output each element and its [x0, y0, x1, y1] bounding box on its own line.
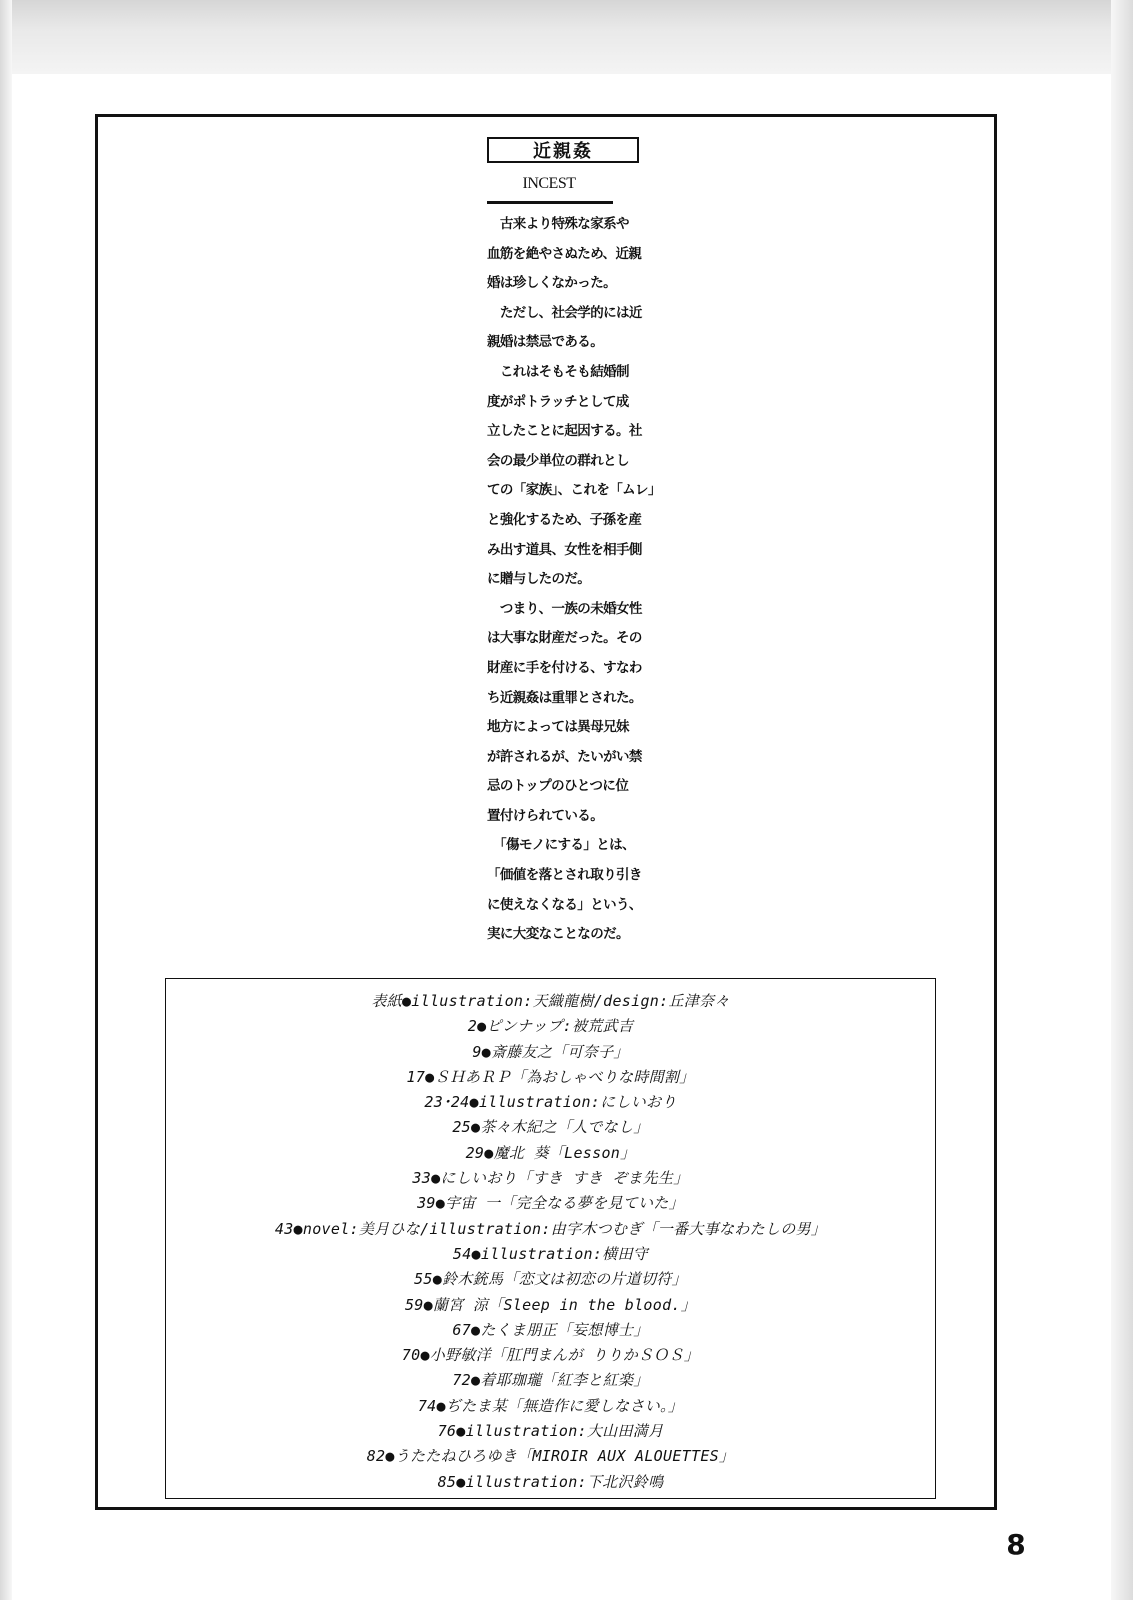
scan-shadow-right — [1111, 0, 1133, 1600]
scan-shadow-top — [0, 0, 1133, 74]
essay-line: に贈与したのだ。 — [487, 571, 591, 588]
essay-line: 血筋を絶やさぬため、近親 — [487, 245, 642, 262]
toc-entry: 82●うたたねひろゆき「MIROIR AUX ALOUETTES」 — [366, 1447, 735, 1466]
essay-line: 忌のトップのひとつに位 — [487, 778, 629, 795]
toc-entry: 39●宇宙 一「完全なる夢を見ていた」 — [417, 1194, 684, 1213]
essay-line: 実に大変なことなのだ。 — [487, 926, 629, 943]
toc-entry: 9●斎藤友之「可奈子」 — [472, 1042, 629, 1061]
toc-entry: 67●たくま朋正「妄想博士」 — [452, 1320, 649, 1339]
essay-line: と強化するため、子孫を産 — [487, 511, 642, 528]
toc-entry: 76●illustration:大山田満月 — [437, 1422, 664, 1441]
subtitle-underline — [487, 201, 613, 204]
toc-entry: 43●novel:美月ひな/illustration:由字木つむぎ「一番大事なわたしの男」 — [274, 1219, 827, 1238]
essay-line: 「傷モノにする」とは、 — [487, 837, 635, 854]
essay-line: は大事な財産だった。その — [487, 630, 642, 647]
essay-line: ての「家族」、これを「ムレ」 — [487, 482, 661, 499]
essay-line: ち近親姦は重罪とされた。 — [487, 689, 642, 706]
toc-entry: 85●illustration:下北沢鈴鳴 — [437, 1472, 664, 1491]
scan-shadow-left — [0, 0, 12, 1600]
toc-entry: 表紙●illustration:天織龍樹/design:丘津奈々 — [371, 992, 730, 1010]
toc-entry: 74●ぢたま某「無造作に愛しなさい。」 — [417, 1396, 684, 1415]
essay-line: 立したことに起因する。社 — [487, 423, 642, 440]
essay-line: つまり、一族の未婚女性 — [487, 600, 642, 617]
toc-entry: 55●鈴木銃馬「恋文は初恋の片道切符」 — [414, 1270, 687, 1289]
toc-entry: 33●にしいおり「すき すき ぞま先生」 — [412, 1169, 689, 1188]
essay-line: 婚は珍しくなかった。 — [487, 275, 616, 292]
essay-line: 度がポトラッチとして成 — [487, 393, 629, 410]
toc-entry: 59●蘭宮 涼「Sleep in the blood.」 — [404, 1295, 697, 1314]
essay-line: 「価値を落とされ取り引き — [487, 867, 642, 884]
toc-entry: 23･24●illustration:にしいおり — [424, 1093, 677, 1112]
essay-line: 親婚は禁忌である。 — [487, 334, 604, 351]
section-title — [487, 137, 639, 163]
toc-entry: 54●illustration:横田守 — [452, 1244, 649, 1263]
table-of-contents — [165, 989, 936, 1495]
essay-line: 財産に手を付ける、すなわ — [487, 659, 642, 676]
essay-line: これはそもそも結婚制 — [487, 363, 629, 380]
toc-entry: 17●ＳＨあＲＰ「為おしゃべりな時間割」 — [406, 1067, 695, 1086]
essay-line: 地方によっては異母兄妹 — [487, 719, 629, 736]
toc-entry: 25●茶々木紀之「人でなし」 — [452, 1118, 649, 1137]
essay-line: み出す道具、女性を相手側 — [487, 541, 642, 558]
essay-line: ただし、社会学的には近 — [487, 304, 642, 321]
essay-line: 古来より特殊な家系や — [487, 216, 629, 232]
essay-line: 会の最少単位の群れとし — [487, 452, 629, 469]
essay-line: が許されるが、たいがい禁 — [487, 748, 642, 765]
essay-line: に使えなくなる」という、 — [487, 896, 642, 913]
essay-line: 置付けられている。 — [487, 807, 604, 824]
section-subtitle: INCEST — [522, 175, 576, 192]
toc-entry: 72●着耶珈瓏「紅李と紅楽」 — [452, 1371, 649, 1390]
toc-entry: 70●小野敏洋「肛門まんが りりかＳＯＳ」 — [401, 1346, 700, 1365]
toc-entry: 29●魔北 葵「Lesson」 — [465, 1143, 636, 1162]
toc-entry: 2●ピンナップ:被荒武吉 — [467, 1017, 634, 1036]
essay-text — [487, 210, 661, 950]
section-title-text: 近親姦 — [533, 141, 593, 162]
page-number: 8 — [1006, 1528, 1026, 1561]
